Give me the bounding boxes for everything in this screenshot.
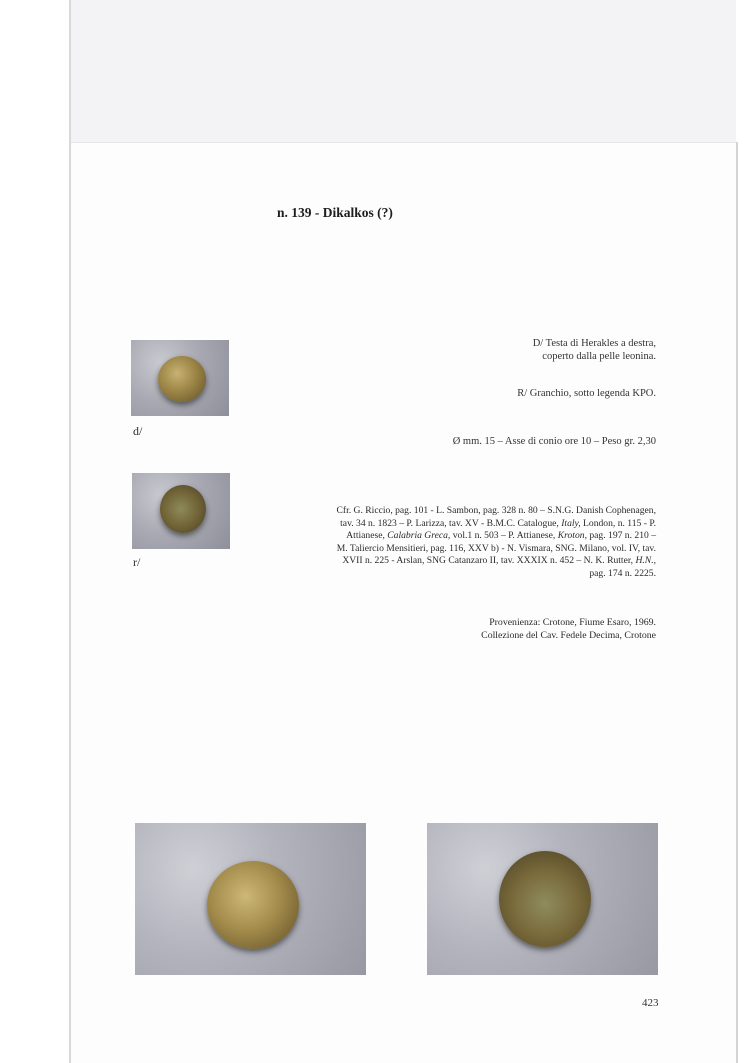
left-margin bbox=[0, 0, 70, 1063]
ref-text: tav. 34 n. 1823 – P. Larizza, tav. XV - B.M.C. Catalogue, bbox=[340, 517, 562, 529]
ref-text: Attianese, bbox=[346, 530, 388, 542]
provenance-line-1: Provenienza: Crotone, Fiume Esaro, 1969. bbox=[489, 617, 656, 628]
ref-italic-title: Kroton, bbox=[557, 530, 587, 542]
ref-text: XVII n. 225 - Arslan, SNG Catanzaro II, tav. XXXIX n. 452 – N. K. Rutter, bbox=[342, 555, 636, 567]
ref-text: London, n. 115 - P. bbox=[580, 517, 656, 529]
ref-line-5 bbox=[236, 555, 656, 568]
reverse-coin-large bbox=[499, 851, 591, 947]
ref-line-1: Cfr. G. Riccio, pag. 101 - L. Sambon, pag. 328 n. 80 – S.N.G. Danish Cophenagen, bbox=[336, 505, 656, 516]
ref-italic-title: H.N., bbox=[635, 555, 656, 567]
ref-italic-title: Calabria Greca, bbox=[387, 530, 451, 542]
obverse-thumbnail bbox=[131, 340, 229, 416]
obverse-description bbox=[356, 337, 656, 363]
reverse-coin-image bbox=[160, 485, 206, 533]
obverse-label: d/ bbox=[133, 424, 143, 438]
ref-text: pag. 197 n. 210 – bbox=[586, 530, 656, 542]
obverse-photo-large bbox=[135, 823, 366, 975]
entry-title: n. 139 - Dikalkos (?) bbox=[277, 205, 393, 220]
obverse-coin-large bbox=[207, 861, 299, 949]
reverse-thumbnail bbox=[132, 473, 230, 549]
ref-line-3 bbox=[236, 530, 656, 543]
previous-page-edge bbox=[71, 0, 736, 143]
provenance bbox=[356, 616, 656, 642]
coin-measures: Ø mm. 15 – Asse di conio ore 10 – Peso gr. 2,30 bbox=[452, 436, 656, 447]
ref-italic-title: Italy, bbox=[561, 517, 581, 529]
bibliographic-references bbox=[236, 505, 656, 581]
obverse-line-2: coperto dalla pelle leonina. bbox=[542, 351, 656, 362]
catalogue-page bbox=[71, 143, 736, 1063]
page-right-edge bbox=[736, 142, 738, 1063]
ref-line-2 bbox=[236, 518, 656, 531]
obverse-coin-image bbox=[158, 356, 206, 402]
obverse-line-1: D/ Testa di Herakles a destra, bbox=[532, 338, 656, 349]
reverse-photo-large bbox=[427, 823, 658, 975]
provenance-line-2: Collezione del Cav. Fedele Decima, Crotone bbox=[481, 630, 656, 641]
ref-line-6: pag. 174 n. 2225. bbox=[589, 567, 656, 579]
reverse-description: R/ Granchio, sotto legenda KPO. bbox=[517, 388, 656, 399]
ref-line-4: M. Taliercio Mensitieri, pag. 116, XXV b) - N. Vismara, SNG. Milano, vol. IV, tav. bbox=[336, 542, 656, 554]
page-number: 423 bbox=[642, 997, 659, 1009]
ref-text: vol.1 n. 503 – P. Attianese, bbox=[450, 530, 558, 542]
reverse-label: r/ bbox=[133, 555, 141, 569]
